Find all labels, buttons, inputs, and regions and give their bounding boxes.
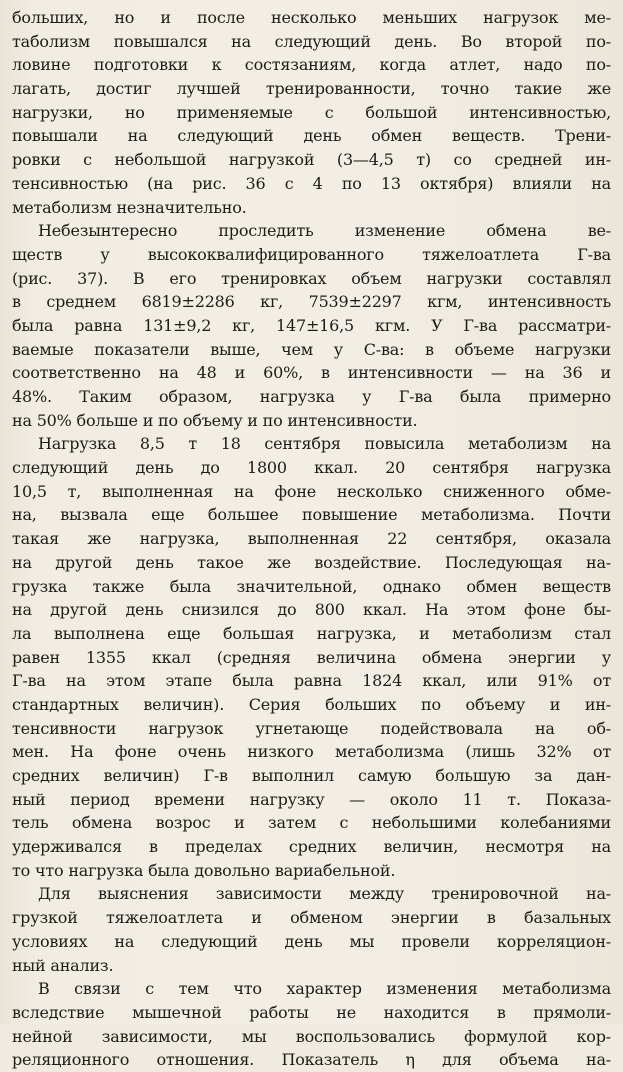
paragraph-5 (12, 977, 611, 1072)
text-line: Нагрузка 8,5 т 18 сентября повысила метаболизм на (38, 434, 611, 454)
paragraph-2 (12, 219, 611, 432)
text-line: ловине подготовки к состязаниям, когда атлет, надо по- (12, 55, 611, 75)
text-line: тенсивности нагрузок угнетающе подействовала на об- (12, 718, 611, 738)
text-line: реляционного отношения. Показатель η для объема на- (12, 1050, 611, 1070)
text-line: нагрузки, но применяемые с большой интенсивностью, (12, 102, 611, 122)
text-line: соответственно на 48 и 60%, в интенсивности — на 36 и (12, 363, 611, 383)
text-line: средних величин) Г-в выполнил самую большую за дан- (12, 766, 611, 785)
text-line: вследствие мышечной работы не находится в прямоли- (12, 1002, 611, 1022)
text-line: ный период времени нагрузку — около 11 т. Показа- (12, 789, 611, 809)
text-line: стандартных величин). Серия больших по объему и ин- (12, 694, 611, 714)
text-line: 10,5 т, выполненная на фоне несколько сниженного обме- (12, 481, 611, 501)
text-line: грузка также была значительной, однако обмен веществ (12, 576, 611, 596)
text-line: метаболизм незначительно. (12, 197, 247, 217)
text-line: на 50% больше и по объему и по интенсивности. (12, 410, 418, 430)
text-line: на другой день снизился до 800 ккал. На этом фоне бы- (12, 600, 611, 620)
text-line: тенсивностью (на рис. 36 с 4 по 13 октября) влияли на (12, 173, 611, 193)
text-line: была равна 131±9,2 кг, 147±16,5 кгм. У Г-ва рассматри- (12, 315, 611, 335)
text-line: нейной зависимости, мы воспользовались формулой кор- (12, 1026, 611, 1046)
text-line: таболизм повышался на следующий день. Во второй по- (12, 31, 611, 51)
paragraph-1 (12, 6, 611, 219)
text-line: ный анализ. (12, 955, 114, 975)
text-line: на другой день такое же воздействие. Последующая на- (12, 552, 611, 572)
text-line: ла выполнена еще большая нагрузка, и метаболизм стал (12, 623, 611, 643)
text-line: ровки с небольшой нагрузкой (3—4,5 т) со средней ин- (12, 150, 611, 170)
paragraph-4 (12, 882, 611, 977)
text-line: ществ у высококвалифицированного тяжелоатлета Г-ва (12, 244, 611, 264)
text-line: следующий день до 1800 ккал. 20 сентября нагрузка (12, 458, 611, 478)
text-column (12, 6, 611, 1072)
text-line: Г-ва на этом этапе была равна 1824 ккал, или 91% от (12, 671, 611, 691)
text-line: ваемые показатели выше, чем у С-ва: в объеме нагрузки (12, 339, 611, 359)
text-line: условиях на следующий день мы провели корреляцион- (12, 931, 611, 951)
text-line: Для выяснения зависимости между тренировочной на- (38, 884, 611, 904)
text-line: грузкой тяжелоатлета и обменом энергии в базальных (12, 908, 611, 928)
text-line: В связи с тем что характер изменения метаболизма (38, 979, 611, 999)
text-line: тель обмена возрос и затем с небольшими колебаниями (12, 813, 611, 833)
text-line: мен. На фоне очень низкого метаболизма (лишь 32% от (12, 742, 611, 762)
text-line: удерживался в пределах средних величин, несмотря на (12, 837, 611, 857)
text-line: в среднем 6819±2286 кг, 7539±2297 кгм, интенсивность (12, 292, 611, 312)
text-line: лагать, достиг лучшей тренированности, точно такие же (12, 79, 611, 99)
text-line: на, вызвала еще большее повышение метаболизма. Почти (12, 505, 611, 525)
text-line: 48%. Таким образом, нагрузка у Г-ва была примерно (12, 387, 611, 406)
text-line: (рис. 37). В его тренировках объем нагрузки составлял (12, 268, 611, 288)
text-line: равен 1355 ккал (средняя величина обмена энергии у (12, 647, 611, 667)
text-line: повышали на следующий день обмен веществ. Трени- (12, 126, 611, 146)
text-line: больших, но и после несколько меньших нагрузок ме- (12, 8, 611, 27)
text-line: такая же нагрузка, выполненная 22 сентября, оказала (12, 529, 611, 549)
text-line: Небезынтересно проследить изменение обмена ве- (38, 221, 611, 241)
text-line: то что нагрузка была довольно вариабельной. (12, 860, 396, 880)
paragraph-3 (12, 432, 611, 882)
